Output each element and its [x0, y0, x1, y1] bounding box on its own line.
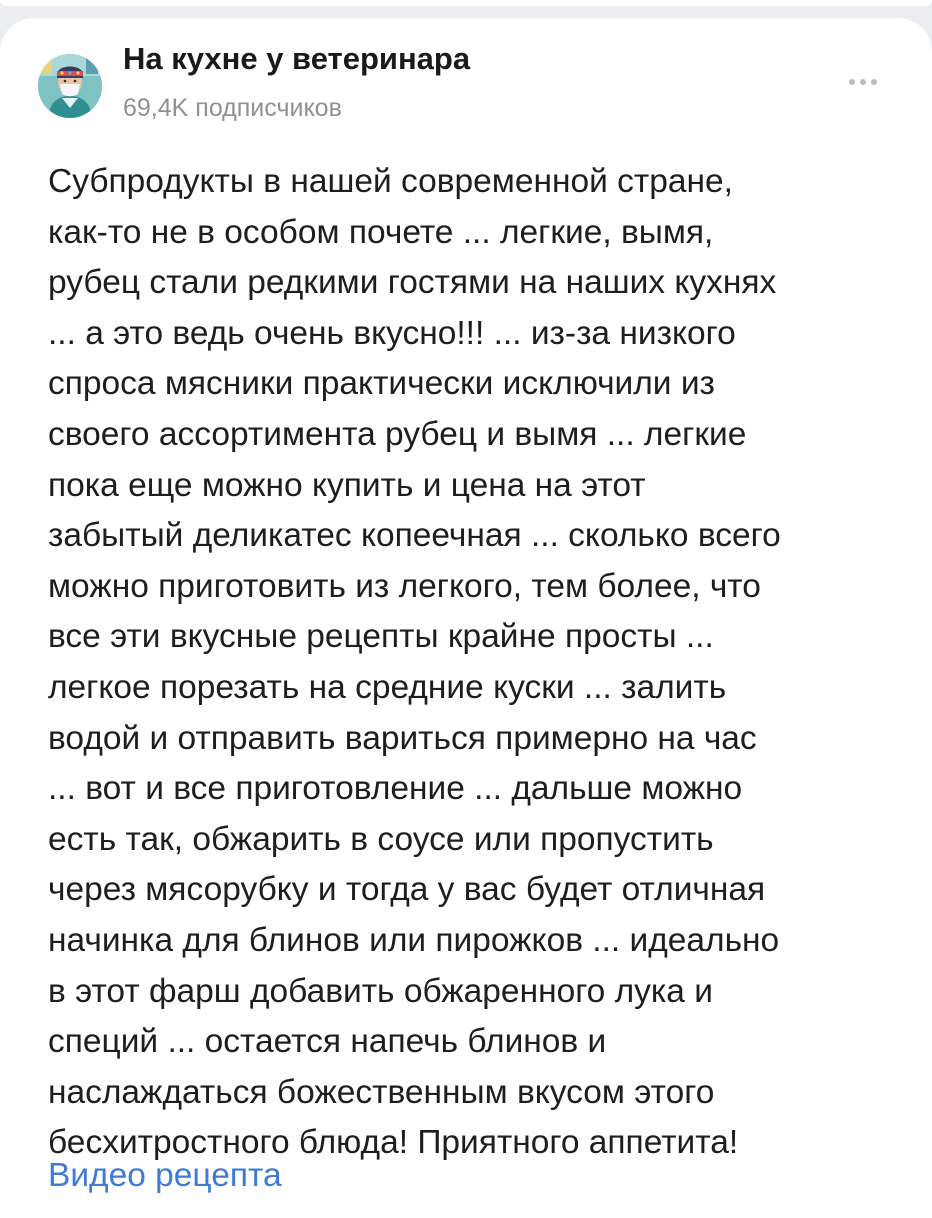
- post-card: [0, 18, 932, 1218]
- more-horizontal-icon: [860, 79, 866, 85]
- previous-card-edge: [0, 0, 932, 6]
- channel-name[interactable]: На кухне у ветеринара: [123, 41, 471, 76]
- post-header: [0, 18, 932, 138]
- more-options-button[interactable]: [838, 70, 888, 94]
- more-horizontal-icon: [849, 79, 855, 85]
- more-horizontal-icon: [871, 79, 877, 85]
- channel-avatar[interactable]: [38, 54, 102, 118]
- video-recipe-link[interactable]: Видео рецепта: [48, 1157, 282, 1194]
- subscriber-count: 69,4K подписчиков: [123, 94, 342, 122]
- avatar-photo-icon: [38, 54, 102, 118]
- post-body-text: Субпродукты в нашей современной стране, как-то не в особом почете ... легкие, вымя, рубец стали редкими гостями на наших кухнях ... а это ведь очень вкусно!!! ... из-за низкого спроса мясники практически исключили из своего ассортимента рубец и вымя ... легкие пока еще можно купить и цена на этот забытый деликатес копеечная ... сколько всего можно приготовить из легкого, тем более, что все эти вкусные рецепты крайне просты ... легкое порезать на средние куски ... залить водой и отправить вариться примерно на час ... вот и все приготовление ... дальше можно есть так, обжарить в соусе или пропустить через мясорубку и тогда у вас будет отличная начинка для блинов или пирожков ... идеально в этот фарш добавить обжаренного лука и специй ... остается напечь блинов и наслаждаться божественным вкусом этого бесхитростного блюда! Приятного аппетита!: [48, 163, 781, 1162]
